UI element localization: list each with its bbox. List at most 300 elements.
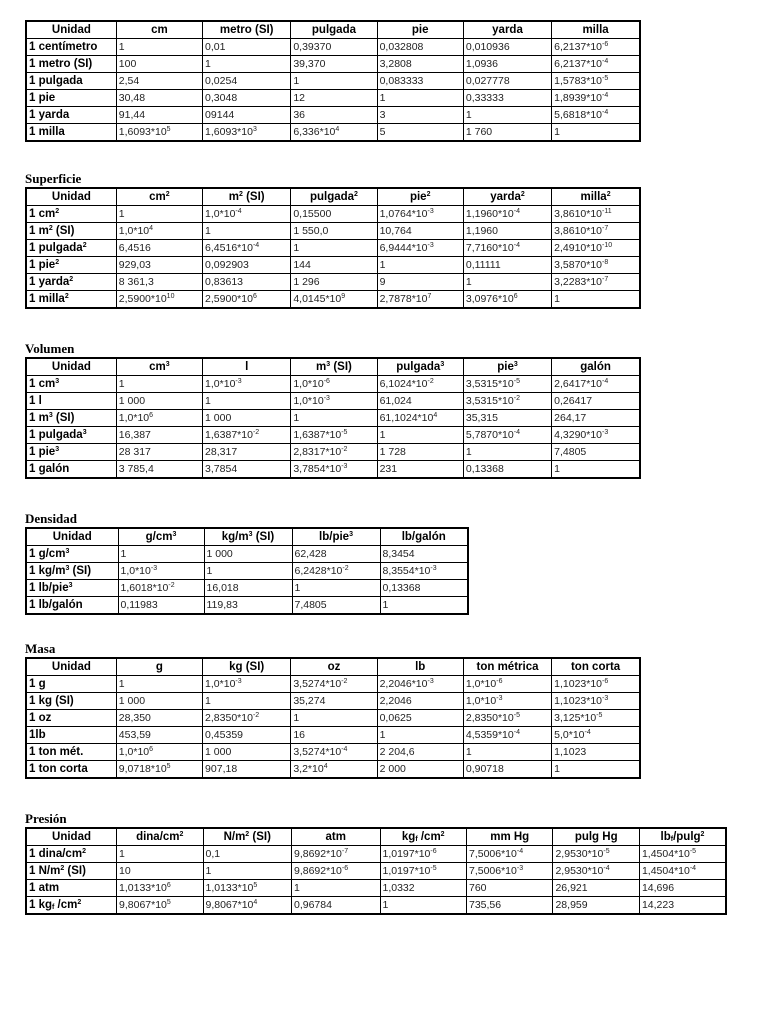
column-header: $m^2$ (SI) <box>203 188 291 206</box>
table-row <box>26 461 640 479</box>
cell-value: 2,54 <box>116 73 202 90</box>
row-unit-label: 1 metro (SI) <box>26 56 116 73</box>
cell-value: $6,9444*10^{-3}$ <box>377 240 463 257</box>
cell-value: 3 <box>377 107 463 124</box>
row-unit-label: 1 pie$^3$ <box>26 444 116 461</box>
cell-value: 1 000 <box>116 393 202 410</box>
column-header: Unidad <box>26 528 118 546</box>
cell-value: 3,7854 <box>203 461 291 479</box>
section-title: Densidad <box>25 511 78 526</box>
cell-value: $6,336*10^4$ <box>291 124 377 142</box>
cell-value: $3,5870*10^{-8}$ <box>552 257 640 274</box>
cell-value: 1 <box>552 291 640 309</box>
table-row <box>26 744 640 761</box>
row-unit-label: 1 milla <box>26 124 116 142</box>
cell-value: 1 <box>291 240 377 257</box>
column-header: milla <box>552 21 640 39</box>
row-unit-label: 1 pulgada$^2$ <box>26 240 116 257</box>
cell-value: $1,6387*10^{-5}$ <box>291 427 377 444</box>
cell-value: 2 204,6 <box>377 744 463 761</box>
cell-value: $1,0*10^4$ <box>116 223 202 240</box>
column-header: yarda$^2$ <box>463 188 551 206</box>
row-unit-label: 1 atm <box>26 880 117 897</box>
cell-value: $1,0*10^{-3}$ <box>203 676 291 693</box>
cell-value: 1 <box>118 546 204 563</box>
cell-value: 0,90718 <box>463 761 551 779</box>
cell-value: 0,13368 <box>380 580 468 597</box>
cell-value: 1 550,0 <box>291 223 377 240</box>
table-row <box>26 90 640 107</box>
table-row <box>26 597 468 615</box>
cell-value: 0,13368 <box>463 461 551 479</box>
cell-value: 1 000 <box>203 744 291 761</box>
cell-value: $1,0197*10^{-6}$ <box>380 846 466 863</box>
cell-value: $4,0145*10^9$ <box>291 291 377 309</box>
cell-value: $3,8610*10^{-11}$ <box>552 206 640 223</box>
cell-value: $6,1024*10^{-2}$ <box>377 376 463 393</box>
column-header: $m^3$ (SI) <box>291 358 377 376</box>
cell-value: 0,96784 <box>292 897 381 915</box>
column-header: Unidad <box>26 21 116 39</box>
section-densidad <box>25 511 469 615</box>
cell-value: $6,2428*10^{-2}$ <box>292 563 380 580</box>
table-row <box>26 727 640 744</box>
column-header: pulgada$^2$ <box>291 188 377 206</box>
cell-value: 1 000 <box>116 693 202 710</box>
cell-value: $2,7878*10^7$ <box>377 291 463 309</box>
cell-value: $7,5006*10^{-3}$ <box>466 863 552 880</box>
cell-value: 14,223 <box>639 897 726 915</box>
cell-value: 6,4516 <box>116 240 202 257</box>
cell-value: $1,0*10^{-3}$ <box>203 376 291 393</box>
cell-value: 1 <box>116 206 202 223</box>
table-superficie <box>25 187 641 309</box>
cell-value: 1 <box>377 427 463 444</box>
cell-value: $1,6018*10^{-2}$ <box>118 580 204 597</box>
cell-value: $2,2046*10^{-3}$ <box>377 676 463 693</box>
column-header: lb/galón <box>380 528 468 546</box>
cell-value: $1,8939*10^{-4}$ <box>552 90 640 107</box>
cell-value: 1 <box>203 393 291 410</box>
column-header: milla$^2$ <box>552 188 640 206</box>
row-unit-label: 1 pulgada <box>26 73 116 90</box>
row-unit-label: 1 pie$^2$ <box>26 257 116 274</box>
cell-value: 8 361,3 <box>116 274 202 291</box>
cell-value: $1,0197*10^{-5}$ <box>380 863 466 880</box>
cell-value: 0,11111 <box>463 257 551 274</box>
row-unit-label: 1 yarda <box>26 107 116 124</box>
cell-value: 1 <box>203 56 291 73</box>
cell-value: $1,0*10^{-3}$ <box>463 693 551 710</box>
table-row <box>26 393 640 410</box>
row-unit-label: 1 g <box>26 676 116 693</box>
cell-value: 119,83 <box>204 597 292 615</box>
cell-value: 0,0625 <box>377 710 463 727</box>
row-unit-label: 1 l <box>26 393 116 410</box>
row-unit-label: 1 $m^3$ (SI) <box>26 410 116 427</box>
section-volumen <box>25 341 641 479</box>
cell-value: $9,8692*10^{-6}$ <box>292 863 381 880</box>
row-unit-label: 1 lb/pie$^3$ <box>26 580 118 597</box>
cell-value: 0,027778 <box>463 73 551 90</box>
column-header: pulg Hg <box>553 828 639 846</box>
cell-value: 28,959 <box>553 897 639 915</box>
header-row <box>26 188 640 206</box>
cell-value: 264,17 <box>552 410 640 427</box>
stray-mark: .. <box>60 14 65 23</box>
cell-value: 1 <box>292 880 381 897</box>
cell-value: $1,0*10^{-3}$ <box>118 563 204 580</box>
cell-value: 7,4805 <box>552 444 640 461</box>
column-header: galón <box>552 358 640 376</box>
header-row <box>26 658 640 676</box>
row-unit-label: 1 $N/m^2$ (SI) <box>26 863 117 880</box>
table-row <box>26 206 640 223</box>
table-row <box>26 73 640 90</box>
cell-value: 1,1023 <box>552 744 640 761</box>
cell-value: $1,1023*10^{-3}$ <box>552 693 640 710</box>
table-row <box>26 124 640 142</box>
cell-value: 91,44 <box>116 107 202 124</box>
cell-value: $2,8350*10^{-5}$ <box>463 710 551 727</box>
column-header: lb/pie$^3$ <box>292 528 380 546</box>
column-header: $N/m^2$ (SI) <box>203 828 292 846</box>
column-header: $kg/m^3$ (SI) <box>204 528 292 546</box>
cell-value: 1 <box>380 897 466 915</box>
cell-value: $2,4910*10^{-10}$ <box>552 240 640 257</box>
cell-value: 907,18 <box>203 761 291 779</box>
cell-value: 0,032808 <box>377 39 463 56</box>
table-row <box>26 240 640 257</box>
cell-value: $1,0*10^{-6}$ <box>291 376 377 393</box>
cell-value: 2,2046 <box>377 693 463 710</box>
section-longitud <box>25 20 641 142</box>
section-presion <box>25 811 727 915</box>
cell-value: $7,7160*10^{-4}$ <box>463 240 551 257</box>
cell-value: $2,5900*10^6$ <box>203 291 291 309</box>
cell-value: $1,0*10^{-6}$ <box>463 676 551 693</box>
cell-value: 1,0936 <box>463 56 551 73</box>
cell-value: 1 <box>377 727 463 744</box>
column-header: pie <box>377 21 463 39</box>
column-header: pulgada$^3$ <box>377 358 463 376</box>
column-header: Unidad <box>26 188 116 206</box>
table-row <box>26 546 468 563</box>
cell-value: $3,2*10^4$ <box>291 761 377 779</box>
cell-value: $6,2137*10^{-6}$ <box>552 39 640 56</box>
cell-value: 1 <box>463 274 551 291</box>
column-header: lb <box>377 658 463 676</box>
cell-value: 14,696 <box>639 880 726 897</box>
cell-value: $6,4516*10^{-4}$ <box>203 240 291 257</box>
header-row <box>26 21 640 39</box>
cell-value: 62,428 <box>292 546 380 563</box>
cell-value: $1,0*10^6$ <box>116 744 202 761</box>
column-header: pulgada <box>291 21 377 39</box>
cell-value: 09144 <box>203 107 291 124</box>
cell-value: $5,0*10^{-4}$ <box>552 727 640 744</box>
column-header: Unidad <box>26 358 116 376</box>
table-masa <box>25 657 641 779</box>
cell-value: $6,2137*10^{-4}$ <box>552 56 640 73</box>
cell-value: $9,8692*10^{-7}$ <box>292 846 381 863</box>
row-unit-label: 1 galón <box>26 461 116 479</box>
cell-value: 1 000 <box>203 410 291 427</box>
cell-value: 760 <box>466 880 552 897</box>
cell-value: $9,8067*10^5$ <box>117 897 203 915</box>
cell-value: 1 <box>203 223 291 240</box>
cell-value: 1 <box>292 580 380 597</box>
cell-value: 35,274 <box>291 693 377 710</box>
section-title: Volumen <box>25 341 75 356</box>
cell-value: 8,3454 <box>380 546 468 563</box>
cell-value: 5 <box>377 124 463 142</box>
table-row <box>26 897 726 915</box>
row-unit-label: 1 kg (SI) <box>26 693 116 710</box>
cell-value: 1 <box>377 90 463 107</box>
cell-value: $1,0133*10^5$ <box>203 880 292 897</box>
section-superficie <box>25 171 641 309</box>
cell-value: 0,0254 <box>203 73 291 90</box>
cell-value: 1 728 <box>377 444 463 461</box>
column-header: dina/$cm^2$ <box>117 828 203 846</box>
table-row <box>26 107 640 124</box>
cell-value: $3,5315*10^{-5}$ <box>463 376 551 393</box>
cell-value: 1 <box>552 761 640 779</box>
cell-value: $2,8317*10^{-2}$ <box>291 444 377 461</box>
cell-value: 1,1960 <box>463 223 551 240</box>
table-row <box>26 563 468 580</box>
row-unit-label: 1 ton corta <box>26 761 116 779</box>
cell-value: 1 <box>463 444 551 461</box>
column-header: $kg_f$ $/cm^2$ <box>380 828 466 846</box>
table-row <box>26 410 640 427</box>
cell-value: 0,39370 <box>291 39 377 56</box>
cell-value: $1,0*10^6$ <box>116 410 202 427</box>
column-header: Unidad <box>26 658 116 676</box>
cell-value: 100 <box>116 56 202 73</box>
row-unit-label: 1 lb/galón <box>26 597 118 615</box>
cell-value: 2 000 <box>377 761 463 779</box>
column-header: pie$^2$ <box>377 188 463 206</box>
cell-value: $1,4504*10^{-4}$ <box>639 863 726 880</box>
cell-value: $2,6417*10^{-4}$ <box>552 376 640 393</box>
section-title: Masa <box>25 641 56 656</box>
cell-value: 36 <box>291 107 377 124</box>
table-row <box>26 39 640 56</box>
column-header: g <box>116 658 202 676</box>
cell-value: $1,4504*10^{-5}$ <box>639 846 726 863</box>
cell-value: 1 <box>291 73 377 90</box>
cell-value: 7,4805 <box>292 597 380 615</box>
column-header: $g/cm^3$ <box>118 528 204 546</box>
cell-value: $3,5274*10^{-2}$ <box>291 676 377 693</box>
cell-value: 0,01 <box>203 39 291 56</box>
row-unit-label: 1 $kg/m^3$ (SI) <box>26 563 118 580</box>
cell-value: $7,5006*10^{-4}$ <box>466 846 552 863</box>
cell-value: 26,921 <box>553 880 639 897</box>
cell-value: $3,7854*10^{-3}$ <box>291 461 377 479</box>
cell-value: 0,092903 <box>203 257 291 274</box>
cell-value: 16 <box>291 727 377 744</box>
cell-value: 12 <box>291 90 377 107</box>
cell-value: $1,1960*10^{-4}$ <box>463 206 551 223</box>
table-row <box>26 580 468 597</box>
row-unit-label: 1 $m^2$ (SI) <box>26 223 116 240</box>
cell-value: 28,317 <box>203 444 291 461</box>
cell-value: 1 <box>203 863 292 880</box>
table-volumen <box>25 357 641 479</box>
table-row <box>26 427 640 444</box>
section-title: Presión <box>25 811 67 826</box>
table-row <box>26 710 640 727</box>
cell-value: 1 <box>552 461 640 479</box>
cell-value: 1 760 <box>463 124 551 142</box>
cell-value: 1 <box>116 376 202 393</box>
cell-value: 3 785,4 <box>116 461 202 479</box>
cell-value: 1 <box>204 563 292 580</box>
header-row <box>26 828 726 846</box>
table-densidad <box>25 527 469 615</box>
cell-value: 735,56 <box>466 897 552 915</box>
row-unit-label: 1 ton mét. <box>26 744 116 761</box>
cell-value: $61,1024*10^4$ <box>377 410 463 427</box>
cell-value: $1,6093*10^5$ <box>116 124 202 142</box>
cell-value: $1,0*10^{-3}$ <box>291 393 377 410</box>
cell-value: 28 317 <box>116 444 202 461</box>
cell-value: 30,48 <box>116 90 202 107</box>
cell-value: 0,83613 <box>203 274 291 291</box>
cell-value: 0,33333 <box>463 90 551 107</box>
cell-value: 1 <box>203 693 291 710</box>
cell-value: 1 <box>552 124 640 142</box>
cell-value: 16,387 <box>116 427 202 444</box>
column-header: ton métrica <box>463 658 551 676</box>
cell-value: 39,370 <box>291 56 377 73</box>
row-unit-label: 1lb <box>26 727 116 744</box>
column-header: Unidad <box>26 828 117 846</box>
cell-value: $3,5315*10^{-2}$ <box>463 393 551 410</box>
section-masa <box>25 641 641 779</box>
column-header: cm <box>116 21 202 39</box>
column-header: $lb_f/pulg^2$ <box>639 828 726 846</box>
column-header: oz <box>291 658 377 676</box>
cell-value: $3,8610*10^{-7}$ <box>552 223 640 240</box>
cell-value: 0,26417 <box>552 393 640 410</box>
table-row <box>26 223 640 240</box>
cell-value: 1 <box>116 676 202 693</box>
cell-value: 1,0332 <box>380 880 466 897</box>
table-row <box>26 863 726 880</box>
table-row <box>26 693 640 710</box>
cell-value: 0,3048 <box>203 90 291 107</box>
cell-value: 9 <box>377 274 463 291</box>
table-longitud <box>25 20 641 142</box>
row-unit-label: 1 $kg_f$ $/cm^2$ <box>26 897 117 915</box>
table-row <box>26 846 726 863</box>
cell-value: 1 <box>463 744 551 761</box>
cell-value: 144 <box>291 257 377 274</box>
cell-value: $5,6818*10^{-4}$ <box>552 107 640 124</box>
row-unit-label: 1 $cm^2$ <box>26 206 116 223</box>
cell-value: 1 <box>463 107 551 124</box>
row-unit-label: 1 $cm^3$ <box>26 376 116 393</box>
cell-value: 231 <box>377 461 463 479</box>
cell-value: 1 <box>377 257 463 274</box>
cell-value: 61,024 <box>377 393 463 410</box>
table-row <box>26 291 640 309</box>
column-header: l <box>203 358 291 376</box>
table-presion <box>25 827 727 915</box>
cell-value: $2,5900*10^{10}$ <box>116 291 202 309</box>
table-row <box>26 274 640 291</box>
table-row <box>26 56 640 73</box>
row-unit-label: 1 yarda$^2$ <box>26 274 116 291</box>
cell-value: 1 000 <box>204 546 292 563</box>
column-header: metro (SI) <box>203 21 291 39</box>
header-row <box>26 358 640 376</box>
cell-value: $3,125*10^{-5}$ <box>552 710 640 727</box>
cell-value: 0,010936 <box>463 39 551 56</box>
cell-value: 0,083333 <box>377 73 463 90</box>
table-row <box>26 880 726 897</box>
cell-value: $4,3290*10^{-3}$ <box>552 427 640 444</box>
column-header: mm Hg <box>466 828 552 846</box>
cell-value: 1 <box>291 410 377 427</box>
cell-value: $2,9530*10^{-5}$ <box>553 846 639 863</box>
table-row <box>26 761 640 779</box>
cell-value: $3,2283*10^{-7}$ <box>552 274 640 291</box>
cell-value: 1 <box>116 39 202 56</box>
cell-value: $3,5274*10^{-4}$ <box>291 744 377 761</box>
cell-value: 0,11983 <box>118 597 204 615</box>
cell-value: $5,7870*10^{-4}$ <box>463 427 551 444</box>
row-unit-label: 1 milla$^2$ <box>26 291 116 309</box>
cell-value: 10 <box>117 863 203 880</box>
column-header: yarda <box>463 21 551 39</box>
cell-value: 35,315 <box>463 410 551 427</box>
cell-value: $1,1023*10^{-6}$ <box>552 676 640 693</box>
table-row <box>26 257 640 274</box>
column-header: pie$^3$ <box>463 358 551 376</box>
cell-value: 0,45359 <box>203 727 291 744</box>
column-header: kg (SI) <box>203 658 291 676</box>
row-unit-label: 1 centímetro <box>26 39 116 56</box>
column-header: $cm^2$ <box>116 188 202 206</box>
cell-value: 1 <box>117 846 203 863</box>
table-row <box>26 376 640 393</box>
cell-value: 1 <box>380 597 468 615</box>
row-unit-label: 1 $g/cm^3$ <box>26 546 118 563</box>
cell-value: $9,8067*10^4$ <box>203 897 292 915</box>
cell-value: 453,59 <box>116 727 202 744</box>
row-unit-label: 1 dina/$cm^2$ <box>26 846 117 863</box>
cell-value: 929,03 <box>116 257 202 274</box>
cell-value: $9,0718*10^5$ <box>116 761 202 779</box>
column-header: $cm^3$ <box>116 358 202 376</box>
cell-value: $1,5783*10^{-5}$ <box>552 73 640 90</box>
cell-value: $1,6093*10^3$ <box>203 124 291 142</box>
cell-value: 1 <box>291 710 377 727</box>
cell-value: $2,8350*10^{-2}$ <box>203 710 291 727</box>
section-title: Superficie <box>25 171 82 186</box>
cell-value: 0,15500 <box>291 206 377 223</box>
cell-value: $1,0764*10^{-3}$ <box>377 206 463 223</box>
cell-value: 10,764 <box>377 223 463 240</box>
row-unit-label: 1 oz <box>26 710 116 727</box>
cell-value: 0,1 <box>203 846 292 863</box>
cell-value: $4,5359*10^{-4}$ <box>463 727 551 744</box>
